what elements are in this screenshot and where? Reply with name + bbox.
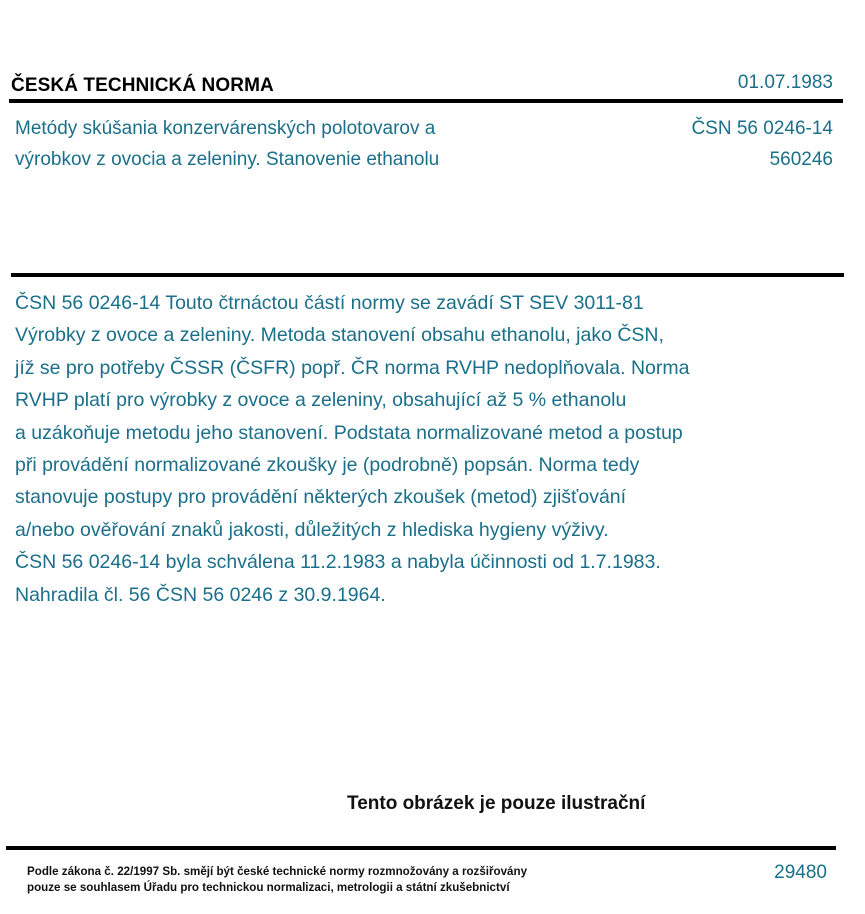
description-line: RVHP platí pro výrobky z ovoce a zeleniny, obsahující až 5 % ethanolu xyxy=(15,389,627,412)
footer-divider xyxy=(6,846,836,850)
copyright-line-1: Podle zákona č. 22/1997 Sb. smějí být české technické normy rozmnožovány a rozšiřovány xyxy=(27,865,528,878)
description-line: Výrobky z ovoce a zeleniny. Metoda stanovení obsahu ethanolu, jako ČSN, xyxy=(15,324,664,347)
catalog-number: 29480 xyxy=(774,862,827,883)
standard-code: ČSN 56 0246-14 xyxy=(691,118,833,139)
description-line: stanovuje postupy pro provádění některých zkoušek (metod) zjišťování xyxy=(15,486,627,509)
description-line: Nahradila čl. 56 ČSN 56 0246 z 30.9.1964. xyxy=(15,583,386,606)
standard-title-line-1: Metódy skúšania konzervárenských polotovarov a xyxy=(15,118,436,139)
standard-class-number: 560246 xyxy=(769,149,833,170)
description-line: ČSN 56 0246-14 Touto čtrnáctou částí normy se zavádí ST SEV 3011-81 xyxy=(15,292,644,314)
copyright-notice xyxy=(27,864,527,896)
description-line: ČSN 56 0246-14 byla schválena 11.2.1983 a nabyla účinnosti od 1.7.1983. xyxy=(15,551,661,574)
description-line: a/nebo ověřování znaků jakosti, důležitých z hlediska hygieny výživy. xyxy=(15,518,609,541)
description-line: jíž se pro potřeby ČSSR (ČSFR) popř. ČR norma RVHP nedoplňovala. Norma xyxy=(15,356,690,379)
document-heading: ČESKÁ TECHNICKÁ NORMA xyxy=(11,75,274,96)
section-divider xyxy=(11,273,844,277)
publication-date: 01.07.1983 xyxy=(737,72,833,93)
header-divider xyxy=(9,99,843,103)
illustration-notice: Tento obrázek je pouze ilustrační xyxy=(347,793,646,814)
standard-title-line-2: výrobkov z ovocia a zeleniny. Stanovenie ethanolu xyxy=(15,149,440,170)
standard-description xyxy=(15,287,815,611)
description-line: při provádění normalizované zkoušky je (podrobně) popsán. Norma tedy xyxy=(15,454,640,477)
description-line: a uzákoňuje metodu jeho stanovení. Podstata normalizované metod a postup xyxy=(15,421,683,444)
copyright-line-2: pouze se souhlasem Úřadu pro technickou normalizaci, metrologii a státní zkušebnictví xyxy=(27,881,510,894)
